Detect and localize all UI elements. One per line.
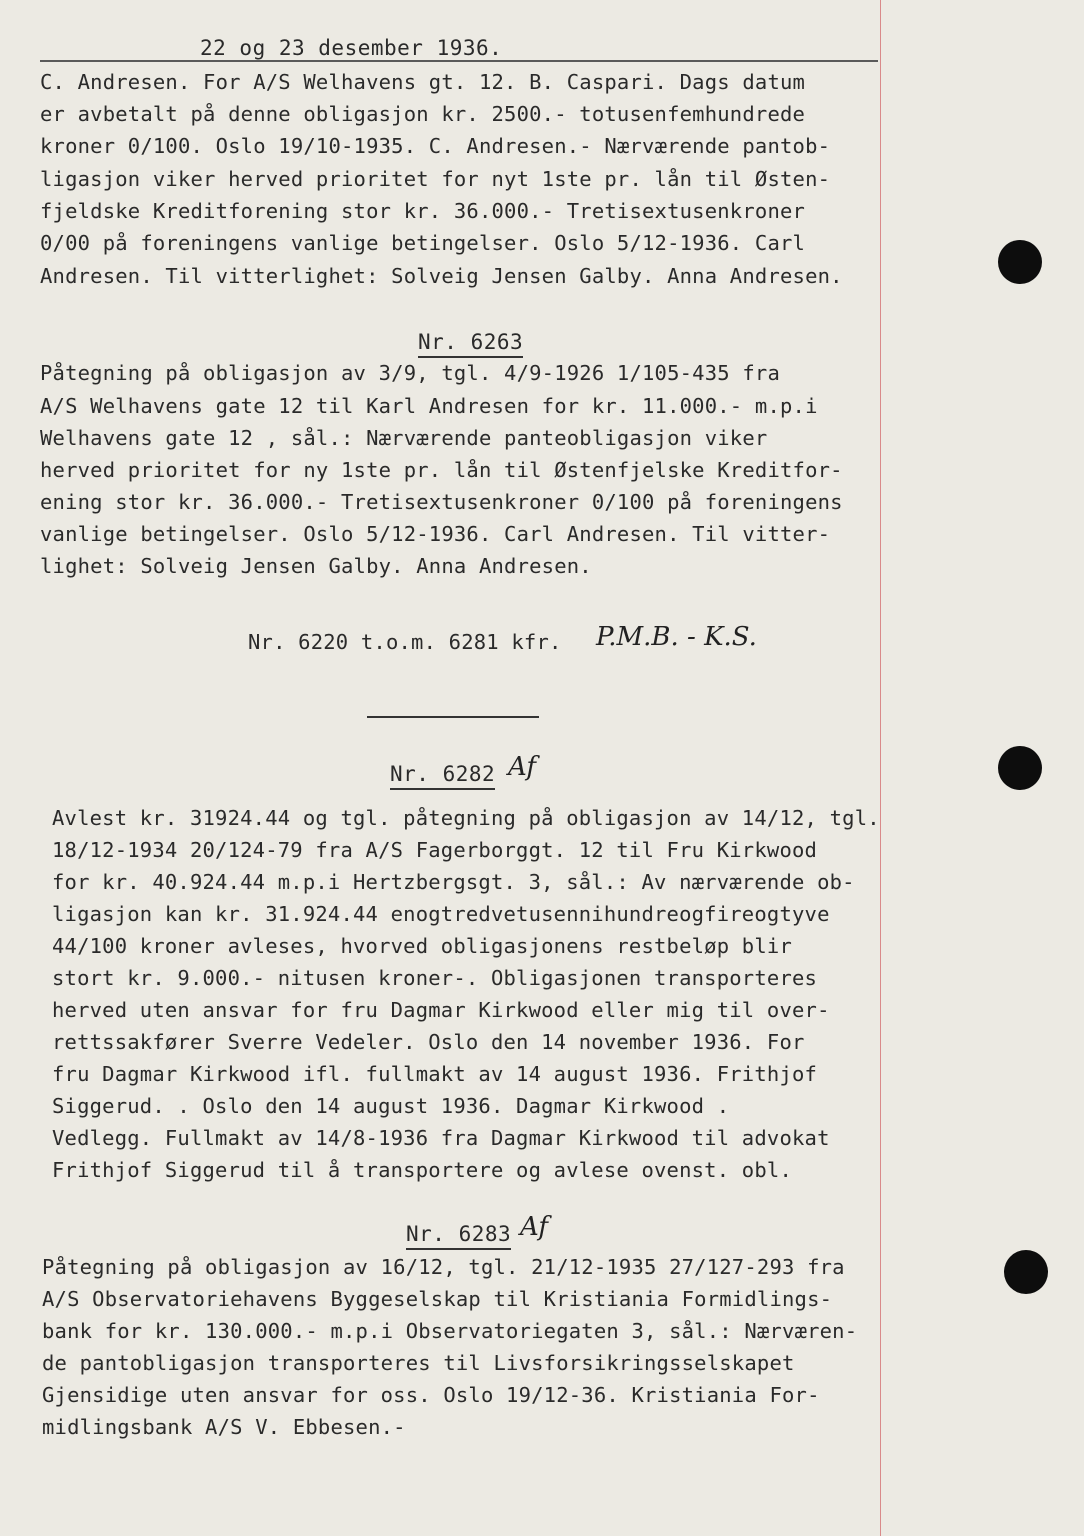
text-line: herved prioritet for ny 1ste pr. lån til Østenfjelske Kreditfor- (40, 458, 843, 482)
text-line: kroner 0/100. Oslo 19/10-1935. C. Andresen.- Nærværende pantob- (40, 134, 831, 158)
text-line: 0/00 på foreningens vanlige betingelser. Oslo 5/12-1936. Carl (40, 231, 806, 255)
text-line: stort kr. 9.000.- nitusen kroner-. Obligasjonen transporteres (52, 966, 818, 990)
range-note-text: Nr. 6220 t.o.m. 6281 kfr. (248, 630, 562, 654)
text-line: rettssakfører Sverre Vedeler. Oslo den 14 november 1936. For (52, 1030, 805, 1054)
punch-hole (998, 746, 1042, 790)
text-line: ligasjon kan kr. 31.924.44 enogtredvetusennihundreogfireogtyve (52, 902, 830, 926)
text-line: A/S Observatoriehavens Byggeselskap til Kristiania Formidlings- (42, 1287, 833, 1311)
text-line: midlingsbank A/S V. Ebbesen.- (42, 1415, 406, 1439)
handwritten-mark: Af (508, 752, 536, 782)
text-line: Avlest kr. 31924.44 og tgl. påtegning på obligasjon av 14/12, tgl. (52, 806, 880, 830)
text-line: bank for kr. 130.000.- m.p.i Observatoriegaten 3, sål.: Nærværen- (42, 1319, 858, 1343)
entry-number: Nr. 6283 (406, 1222, 511, 1246)
punch-hole (998, 240, 1042, 284)
text-line: er avbetalt på denne obligasjon kr. 2500.- totusenfemhundrede (40, 102, 806, 126)
text-line: 18/12-1934 20/124-79 fra A/S Fagerborggt. 12 til Fru Kirkwood (52, 838, 818, 862)
text-line: Gjensidige uten ansvar for oss. Oslo 19/12-36. Kristiania For- (42, 1383, 820, 1407)
text-line: Frithjof Siggerud til å transportere og avlese ovenst. obl. (52, 1158, 792, 1182)
text-line: herved uten ansvar for fru Dagmar Kirkwood eller mig til over- (52, 998, 830, 1022)
handwritten-mark: Af (520, 1212, 548, 1242)
entry-number: Nr. 6282 (390, 762, 495, 786)
page-header-date: 22 og 23 desember 1936. (200, 36, 503, 60)
entry-number: Nr. 6263 (418, 330, 523, 354)
text-line: Påtegning på obligasjon av 3/9, tgl. 4/9-1926 1/105-435 fra (40, 361, 780, 385)
text-line: ening stor kr. 36.000.- Tretisextusenkroner 0/100 på foreningens (40, 490, 843, 514)
text-line: 44/100 kroner avleses, hvorved obligasjonens restbeløp blir (52, 934, 792, 958)
text-line: vanlige betingelser. Oslo 5/12-1936. Carl Andresen. Til vitter- (40, 522, 831, 546)
margin-line (880, 0, 881, 1536)
text-line: lighet: Solveig Jensen Galby. Anna Andresen. (40, 554, 592, 578)
text-line-attachment: Vedlegg. Fullmakt av 14/8-1936 fra Dagmar Kirkwood til advokat (52, 1126, 830, 1150)
text-line: for kr. 40.924.44 m.p.i Hertzbergsgt. 3, sål.: Av nærværende ob- (52, 870, 855, 894)
text-line: de pantobligasjon transporteres til Livsforsikringsselskapet (42, 1351, 795, 1375)
section-separator (367, 716, 539, 718)
text-line: Andresen. Til vitterlighet: Solveig Jensen Galby. Anna Andresen. (40, 264, 843, 288)
text-line-faint: Siggerud. . Oslo den 14 august 1936. Dagmar Kirkwood . (52, 1094, 730, 1118)
text-line: A/S Welhavens gate 12 til Karl Andresen for kr. 11.000.- m.p.i (40, 394, 818, 418)
header-rule (40, 60, 878, 62)
text-line: Påtegning på obligasjon av 16/12, tgl. 21/12-1935 27/127-293 fra (42, 1255, 845, 1279)
text-line: fjeldske Kreditforening stor kr. 36.000.- Tretisextusenkroner (40, 199, 806, 223)
handwritten-initials: P.M.B. - K.S. (596, 622, 757, 652)
text-line: fru Dagmar Kirkwood ifl. fullmakt av 14 august 1936. Frithjof (52, 1062, 818, 1086)
punch-hole (1004, 1250, 1048, 1294)
text-line: ligasjon viker herved prioritet for nyt 1ste pr. lån til Østen- (40, 167, 831, 191)
text-line-address: Welhavens gate 12 , sål.: Nærværende panteobligasjon viker (40, 426, 768, 450)
text-line: C. Andresen. For A/S Welhavens gt. 12. B. Caspari. Dags datum (40, 70, 806, 94)
